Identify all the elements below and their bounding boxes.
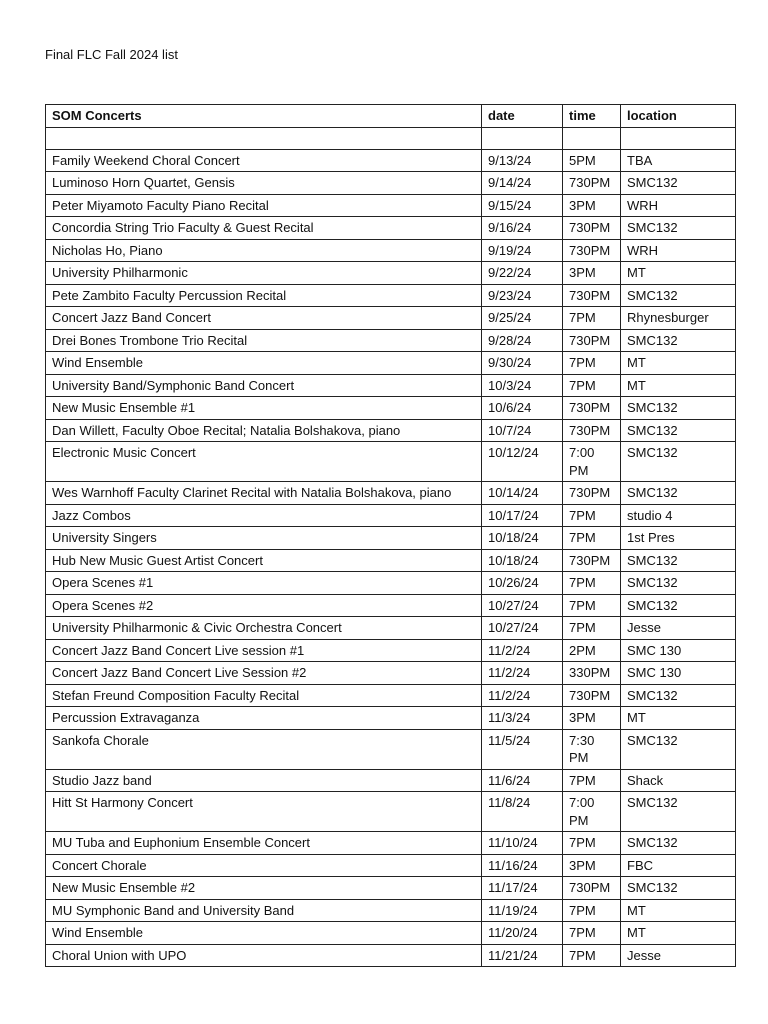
concert-name-cell: Concert Jazz Band Concert Live session #1 xyxy=(46,639,482,662)
concert-name-cell: Stefan Freund Composition Faculty Recital xyxy=(46,684,482,707)
location-cell: SMC132 xyxy=(621,877,736,900)
concert-name-cell: University Band/Symphonic Band Concert xyxy=(46,374,482,397)
date-cell: 10/17/24 xyxy=(482,504,563,527)
date-cell xyxy=(482,127,563,149)
time-cell xyxy=(563,127,621,149)
concert-name-cell: New Music Ensemble #2 xyxy=(46,877,482,900)
concert-name-cell: Electronic Music Concert xyxy=(46,442,482,482)
concert-table xyxy=(45,104,736,967)
location-cell: TBA xyxy=(621,149,736,172)
table-row xyxy=(46,769,736,792)
concert-name-cell: Choral Union with UPO xyxy=(46,944,482,967)
concert-name-cell: Concordia String Trio Faculty & Guest Recital xyxy=(46,217,482,240)
table-header-row xyxy=(46,105,736,128)
date-cell: 10/26/24 xyxy=(482,572,563,595)
table-row xyxy=(46,329,736,352)
table-row xyxy=(46,549,736,572)
location-cell: MT xyxy=(621,374,736,397)
table-row xyxy=(46,572,736,595)
location-cell: SMC132 xyxy=(621,329,736,352)
location-cell xyxy=(621,127,736,149)
table-row xyxy=(46,792,736,832)
date-cell: 10/27/24 xyxy=(482,594,563,617)
date-cell: 9/13/24 xyxy=(482,149,563,172)
date-cell: 11/10/24 xyxy=(482,832,563,855)
concert-name-cell: Dan Willett, Faculty Oboe Recital; Natalia Bolshakova, piano xyxy=(46,419,482,442)
concert-name-cell: Hub New Music Guest Artist Concert xyxy=(46,549,482,572)
concert-name-cell: Hitt St Harmony Concert xyxy=(46,792,482,832)
table-row xyxy=(46,419,736,442)
table-row xyxy=(46,639,736,662)
date-cell: 11/8/24 xyxy=(482,792,563,832)
location-cell: SMC132 xyxy=(621,284,736,307)
date-cell: 9/14/24 xyxy=(482,172,563,195)
table-row xyxy=(46,854,736,877)
table-row xyxy=(46,527,736,550)
time-cell: 730PM xyxy=(563,172,621,195)
table-row xyxy=(46,172,736,195)
time-cell: 7PM xyxy=(563,527,621,550)
table-body xyxy=(46,127,736,967)
time-cell: 7PM xyxy=(563,922,621,945)
location-cell: studio 4 xyxy=(621,504,736,527)
table-row xyxy=(46,307,736,330)
date-cell: 9/25/24 xyxy=(482,307,563,330)
location-cell: SMC132 xyxy=(621,832,736,855)
location-cell: MT xyxy=(621,352,736,375)
date-cell: 11/20/24 xyxy=(482,922,563,945)
table-row xyxy=(46,729,736,769)
concert-name-cell: Concert Chorale xyxy=(46,854,482,877)
time-cell: 3PM xyxy=(563,262,621,285)
date-cell: 9/30/24 xyxy=(482,352,563,375)
concert-name-cell: Concert Jazz Band Concert xyxy=(46,307,482,330)
table-row xyxy=(46,877,736,900)
date-cell: 11/2/24 xyxy=(482,639,563,662)
time-cell: 2PM xyxy=(563,639,621,662)
location-cell: SMC132 xyxy=(621,684,736,707)
table-row xyxy=(46,284,736,307)
concert-name-cell: University Philharmonic xyxy=(46,262,482,285)
table-row xyxy=(46,149,736,172)
table-row xyxy=(46,594,736,617)
location-cell: Rhynesburger xyxy=(621,307,736,330)
concert-name-cell: Wes Warnhoff Faculty Clarinet Recital with Natalia Bolshakova, piano xyxy=(46,482,482,505)
table-row xyxy=(46,617,736,640)
table-row xyxy=(46,374,736,397)
document-title: Final FLC Fall 2024 list xyxy=(45,47,178,62)
location-cell: SMC132 xyxy=(621,482,736,505)
location-cell: MT xyxy=(621,922,736,945)
concert-name-cell xyxy=(46,127,482,149)
date-cell: 9/15/24 xyxy=(482,194,563,217)
date-cell: 10/12/24 xyxy=(482,442,563,482)
location-cell: SMC132 xyxy=(621,729,736,769)
location-cell: Shack xyxy=(621,769,736,792)
time-cell: 730PM xyxy=(563,549,621,572)
time-cell: 730PM xyxy=(563,877,621,900)
time-cell: 730PM xyxy=(563,482,621,505)
time-cell: 7PM xyxy=(563,769,621,792)
time-cell: 7PM xyxy=(563,504,621,527)
concert-name-cell: Peter Miyamoto Faculty Piano Recital xyxy=(46,194,482,217)
time-cell: 730PM xyxy=(563,684,621,707)
concert-name-cell: Percussion Extravaganza xyxy=(46,707,482,730)
time-cell: 5PM xyxy=(563,149,621,172)
location-cell: SMC132 xyxy=(621,397,736,420)
location-cell: SMC132 xyxy=(621,419,736,442)
date-cell: 10/18/24 xyxy=(482,549,563,572)
concert-name-cell: Family Weekend Choral Concert xyxy=(46,149,482,172)
concert-name-cell: Wind Ensemble xyxy=(46,352,482,375)
location-cell: SMC 130 xyxy=(621,662,736,685)
table-row xyxy=(46,262,736,285)
date-cell: 11/17/24 xyxy=(482,877,563,900)
time-cell: 7:30 PM xyxy=(563,729,621,769)
date-cell: 10/6/24 xyxy=(482,397,563,420)
time-cell: 730PM xyxy=(563,419,621,442)
date-cell: 9/19/24 xyxy=(482,239,563,262)
date-cell: 9/22/24 xyxy=(482,262,563,285)
table-row xyxy=(46,442,736,482)
table-row xyxy=(46,899,736,922)
location-cell: SMC132 xyxy=(621,172,736,195)
table-row xyxy=(46,127,736,149)
concert-name-cell: Wind Ensemble xyxy=(46,922,482,945)
time-cell: 730PM xyxy=(563,217,621,240)
table-row xyxy=(46,684,736,707)
concert-name-cell: Pete Zambito Faculty Percussion Recital xyxy=(46,284,482,307)
date-cell: 11/2/24 xyxy=(482,662,563,685)
concert-name-cell: Sankofa Chorale xyxy=(46,729,482,769)
concert-name-cell: New Music Ensemble #1 xyxy=(46,397,482,420)
time-cell: 3PM xyxy=(563,707,621,730)
table-row xyxy=(46,397,736,420)
location-cell: SMC132 xyxy=(621,572,736,595)
concert-name-cell: Jazz Combos xyxy=(46,504,482,527)
time-cell: 7PM xyxy=(563,617,621,640)
date-cell: 10/3/24 xyxy=(482,374,563,397)
time-cell: 7PM xyxy=(563,832,621,855)
table-row xyxy=(46,194,736,217)
location-cell: MT xyxy=(621,262,736,285)
concert-name-cell: Nicholas Ho, Piano xyxy=(46,239,482,262)
location-cell: Jesse xyxy=(621,617,736,640)
table-row xyxy=(46,239,736,262)
table-row xyxy=(46,662,736,685)
date-cell: 11/19/24 xyxy=(482,899,563,922)
date-cell: 10/18/24 xyxy=(482,527,563,550)
concert-name-cell: Concert Jazz Band Concert Live Session #2 xyxy=(46,662,482,685)
time-cell: 7:00 PM xyxy=(563,442,621,482)
time-cell: 730PM xyxy=(563,397,621,420)
time-cell: 730PM xyxy=(563,284,621,307)
location-cell: WRH xyxy=(621,194,736,217)
time-cell: 7PM xyxy=(563,352,621,375)
date-cell: 11/6/24 xyxy=(482,769,563,792)
concert-name-cell: Luminoso Horn Quartet, Gensis xyxy=(46,172,482,195)
location-cell: FBC xyxy=(621,854,736,877)
header-som-concerts: SOM Concerts xyxy=(46,105,482,128)
concert-name-cell: MU Symphonic Band and University Band xyxy=(46,899,482,922)
time-cell: 7PM xyxy=(563,594,621,617)
concert-name-cell: MU Tuba and Euphonium Ensemble Concert xyxy=(46,832,482,855)
concert-name-cell: Drei Bones Trombone Trio Recital xyxy=(46,329,482,352)
concert-name-cell: Studio Jazz band xyxy=(46,769,482,792)
date-cell: 9/16/24 xyxy=(482,217,563,240)
date-cell: 11/3/24 xyxy=(482,707,563,730)
time-cell: 730PM xyxy=(563,329,621,352)
concert-name-cell: University Singers xyxy=(46,527,482,550)
location-cell: SMC132 xyxy=(621,217,736,240)
time-cell: 7PM xyxy=(563,944,621,967)
concert-name-cell: Opera Scenes #2 xyxy=(46,594,482,617)
location-cell: 1st Pres xyxy=(621,527,736,550)
date-cell: 10/27/24 xyxy=(482,617,563,640)
time-cell: 3PM xyxy=(563,194,621,217)
date-cell: 11/21/24 xyxy=(482,944,563,967)
date-cell: 11/5/24 xyxy=(482,729,563,769)
time-cell: 7PM xyxy=(563,899,621,922)
table-row xyxy=(46,504,736,527)
time-cell: 7PM xyxy=(563,374,621,397)
table-row xyxy=(46,944,736,967)
date-cell: 10/7/24 xyxy=(482,419,563,442)
header-time: time xyxy=(563,105,621,128)
table-row xyxy=(46,352,736,375)
date-cell: 9/23/24 xyxy=(482,284,563,307)
date-cell: 9/28/24 xyxy=(482,329,563,352)
location-cell: SMC132 xyxy=(621,442,736,482)
time-cell: 7PM xyxy=(563,572,621,595)
table-row xyxy=(46,922,736,945)
date-cell: 11/16/24 xyxy=(482,854,563,877)
location-cell: WRH xyxy=(621,239,736,262)
location-cell: SMC132 xyxy=(621,549,736,572)
header-date: date xyxy=(482,105,563,128)
time-cell: 3PM xyxy=(563,854,621,877)
header-location: location xyxy=(621,105,736,128)
time-cell: 7:00 PM xyxy=(563,792,621,832)
date-cell: 11/2/24 xyxy=(482,684,563,707)
time-cell: 7PM xyxy=(563,307,621,330)
time-cell: 330PM xyxy=(563,662,621,685)
concert-name-cell: Opera Scenes #1 xyxy=(46,572,482,595)
time-cell: 730PM xyxy=(563,239,621,262)
location-cell: MT xyxy=(621,899,736,922)
location-cell: SMC132 xyxy=(621,594,736,617)
concert-name-cell: University Philharmonic & Civic Orchestra Concert xyxy=(46,617,482,640)
table-row xyxy=(46,707,736,730)
table-row xyxy=(46,217,736,240)
location-cell: MT xyxy=(621,707,736,730)
date-cell: 10/14/24 xyxy=(482,482,563,505)
location-cell: SMC 130 xyxy=(621,639,736,662)
location-cell: Jesse xyxy=(621,944,736,967)
location-cell: SMC132 xyxy=(621,792,736,832)
table-row xyxy=(46,482,736,505)
table-row xyxy=(46,832,736,855)
